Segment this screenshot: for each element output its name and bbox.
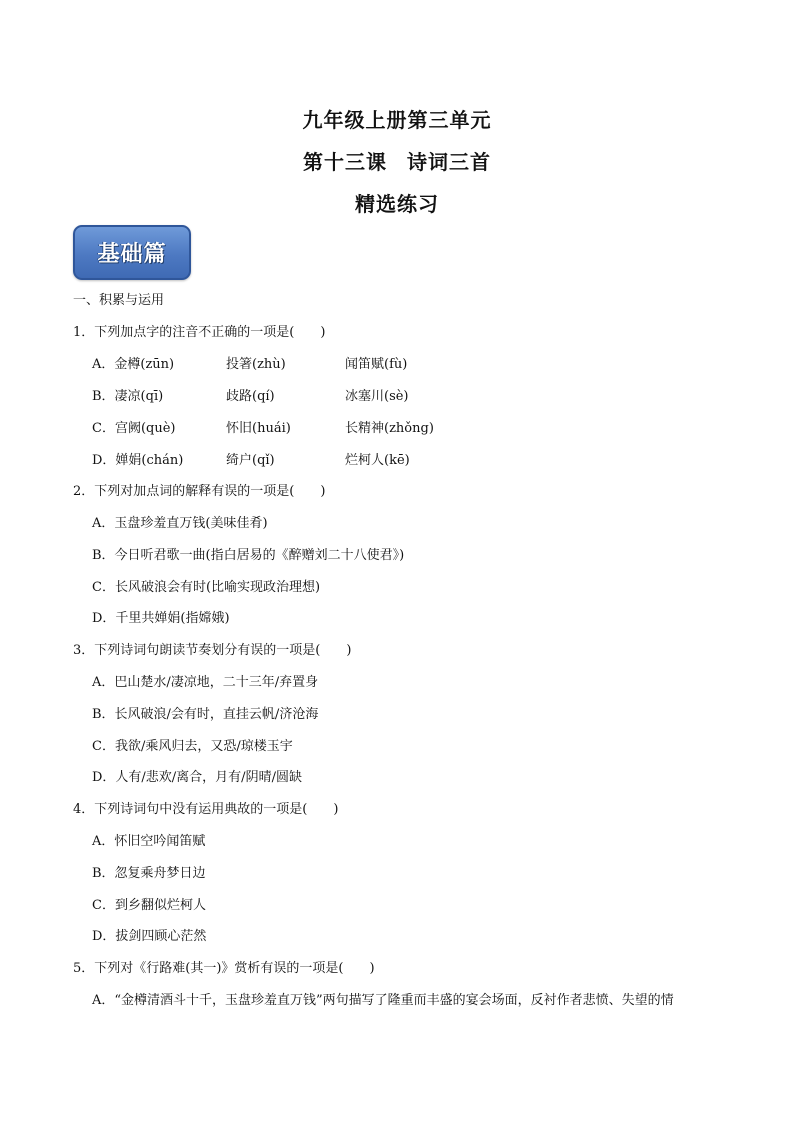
question-5-stem: 5．下列对《行路难(其一)》赏析有误的一项是( ) (73, 961, 375, 976)
lesson-number: 第十三课 (303, 150, 387, 174)
section-heading: 一、积累与运用 (73, 293, 165, 308)
question-1-stem: 1．下列加点字的注音不正确的一项是( ) (73, 325, 326, 340)
q1-option-a-1: A．金樽(zūn) (92, 357, 175, 372)
q4-option-a: A．怀旧空吟闻笛赋 (92, 834, 206, 849)
q5-option-a: A．“金樽清酒斗十千，玉盘珍羞直万钱”两句描写了隆重而丰盛的宴会场面，反衬作者悲愤、失望的情 (92, 993, 674, 1008)
q3-option-b: B．长风破浪/会有时，直挂云帆/济沧海 (92, 707, 319, 722)
q1-option-a-3: 闻笛赋(fù) (345, 357, 408, 372)
q4-option-c: C．到乡翻似烂柯人 (92, 898, 206, 913)
q1-option-b-1: B．凄凉(qī) (92, 389, 164, 404)
q1-option-b-2: 歧路(qí) (226, 389, 275, 404)
q2-option-b: B．今日听君歌一曲(指白居易的《醉赠刘二十八使君》) (92, 548, 405, 563)
q1-option-d-1: D．婵娟(chán) (92, 453, 184, 468)
q1-option-a-2: 投箸(zhù) (226, 357, 286, 372)
q2-option-d: D．千里共婵娟(指嫦娥) (92, 611, 230, 626)
q1-option-c-1: C．宫阙(què) (92, 421, 176, 436)
q3-option-d: D．人有/悲欢/离合，月有/阴晴/圆缺 (92, 770, 302, 785)
q1-option-b-3: 冰塞川(sè) (345, 389, 409, 404)
doc-title-lesson (0, 146, 794, 175)
q2-option-c: C．长风破浪会有时(比喻实现政治理想) (92, 580, 321, 595)
q2-option-a: A．玉盘珍羞直万钱(美味佳肴) (92, 516, 268, 531)
q4-option-b: B．忽复乘舟梦日边 (92, 866, 206, 881)
question-3-stem: 3．下列诗词句朗读节奏划分有误的一项是( ) (73, 643, 352, 658)
q3-option-a: A．巴山楚水/凄凉地，二十三年/弃置身 (92, 675, 319, 690)
lesson-name: 诗词三首 (407, 150, 491, 174)
q1-option-c-3: 长精神(zhǒng) (345, 421, 434, 436)
doc-title-exercise: 精选练习 (355, 192, 439, 216)
q1-option-c-2: 怀旧(huái) (226, 421, 291, 436)
q1-option-d-3: 烂柯人(kē) (345, 453, 410, 468)
question-4-stem: 4．下列诗词句中没有运用典故的一项是( ) (73, 802, 339, 817)
section-badge (73, 225, 191, 280)
q4-option-d: D．拔剑四顾心茫然 (92, 929, 207, 944)
q1-option-d-2: 绮户(qǐ) (226, 453, 275, 468)
doc-title-unit: 九年级上册第三单元 (302, 108, 492, 132)
q3-option-c: C．我欲/乘风归去，又恐/琼楼玉宇 (92, 739, 293, 754)
question-2-stem: 2．下列对加点词的解释有误的一项是( ) (73, 484, 326, 499)
section-badge-label: 基础篇 (97, 241, 167, 267)
